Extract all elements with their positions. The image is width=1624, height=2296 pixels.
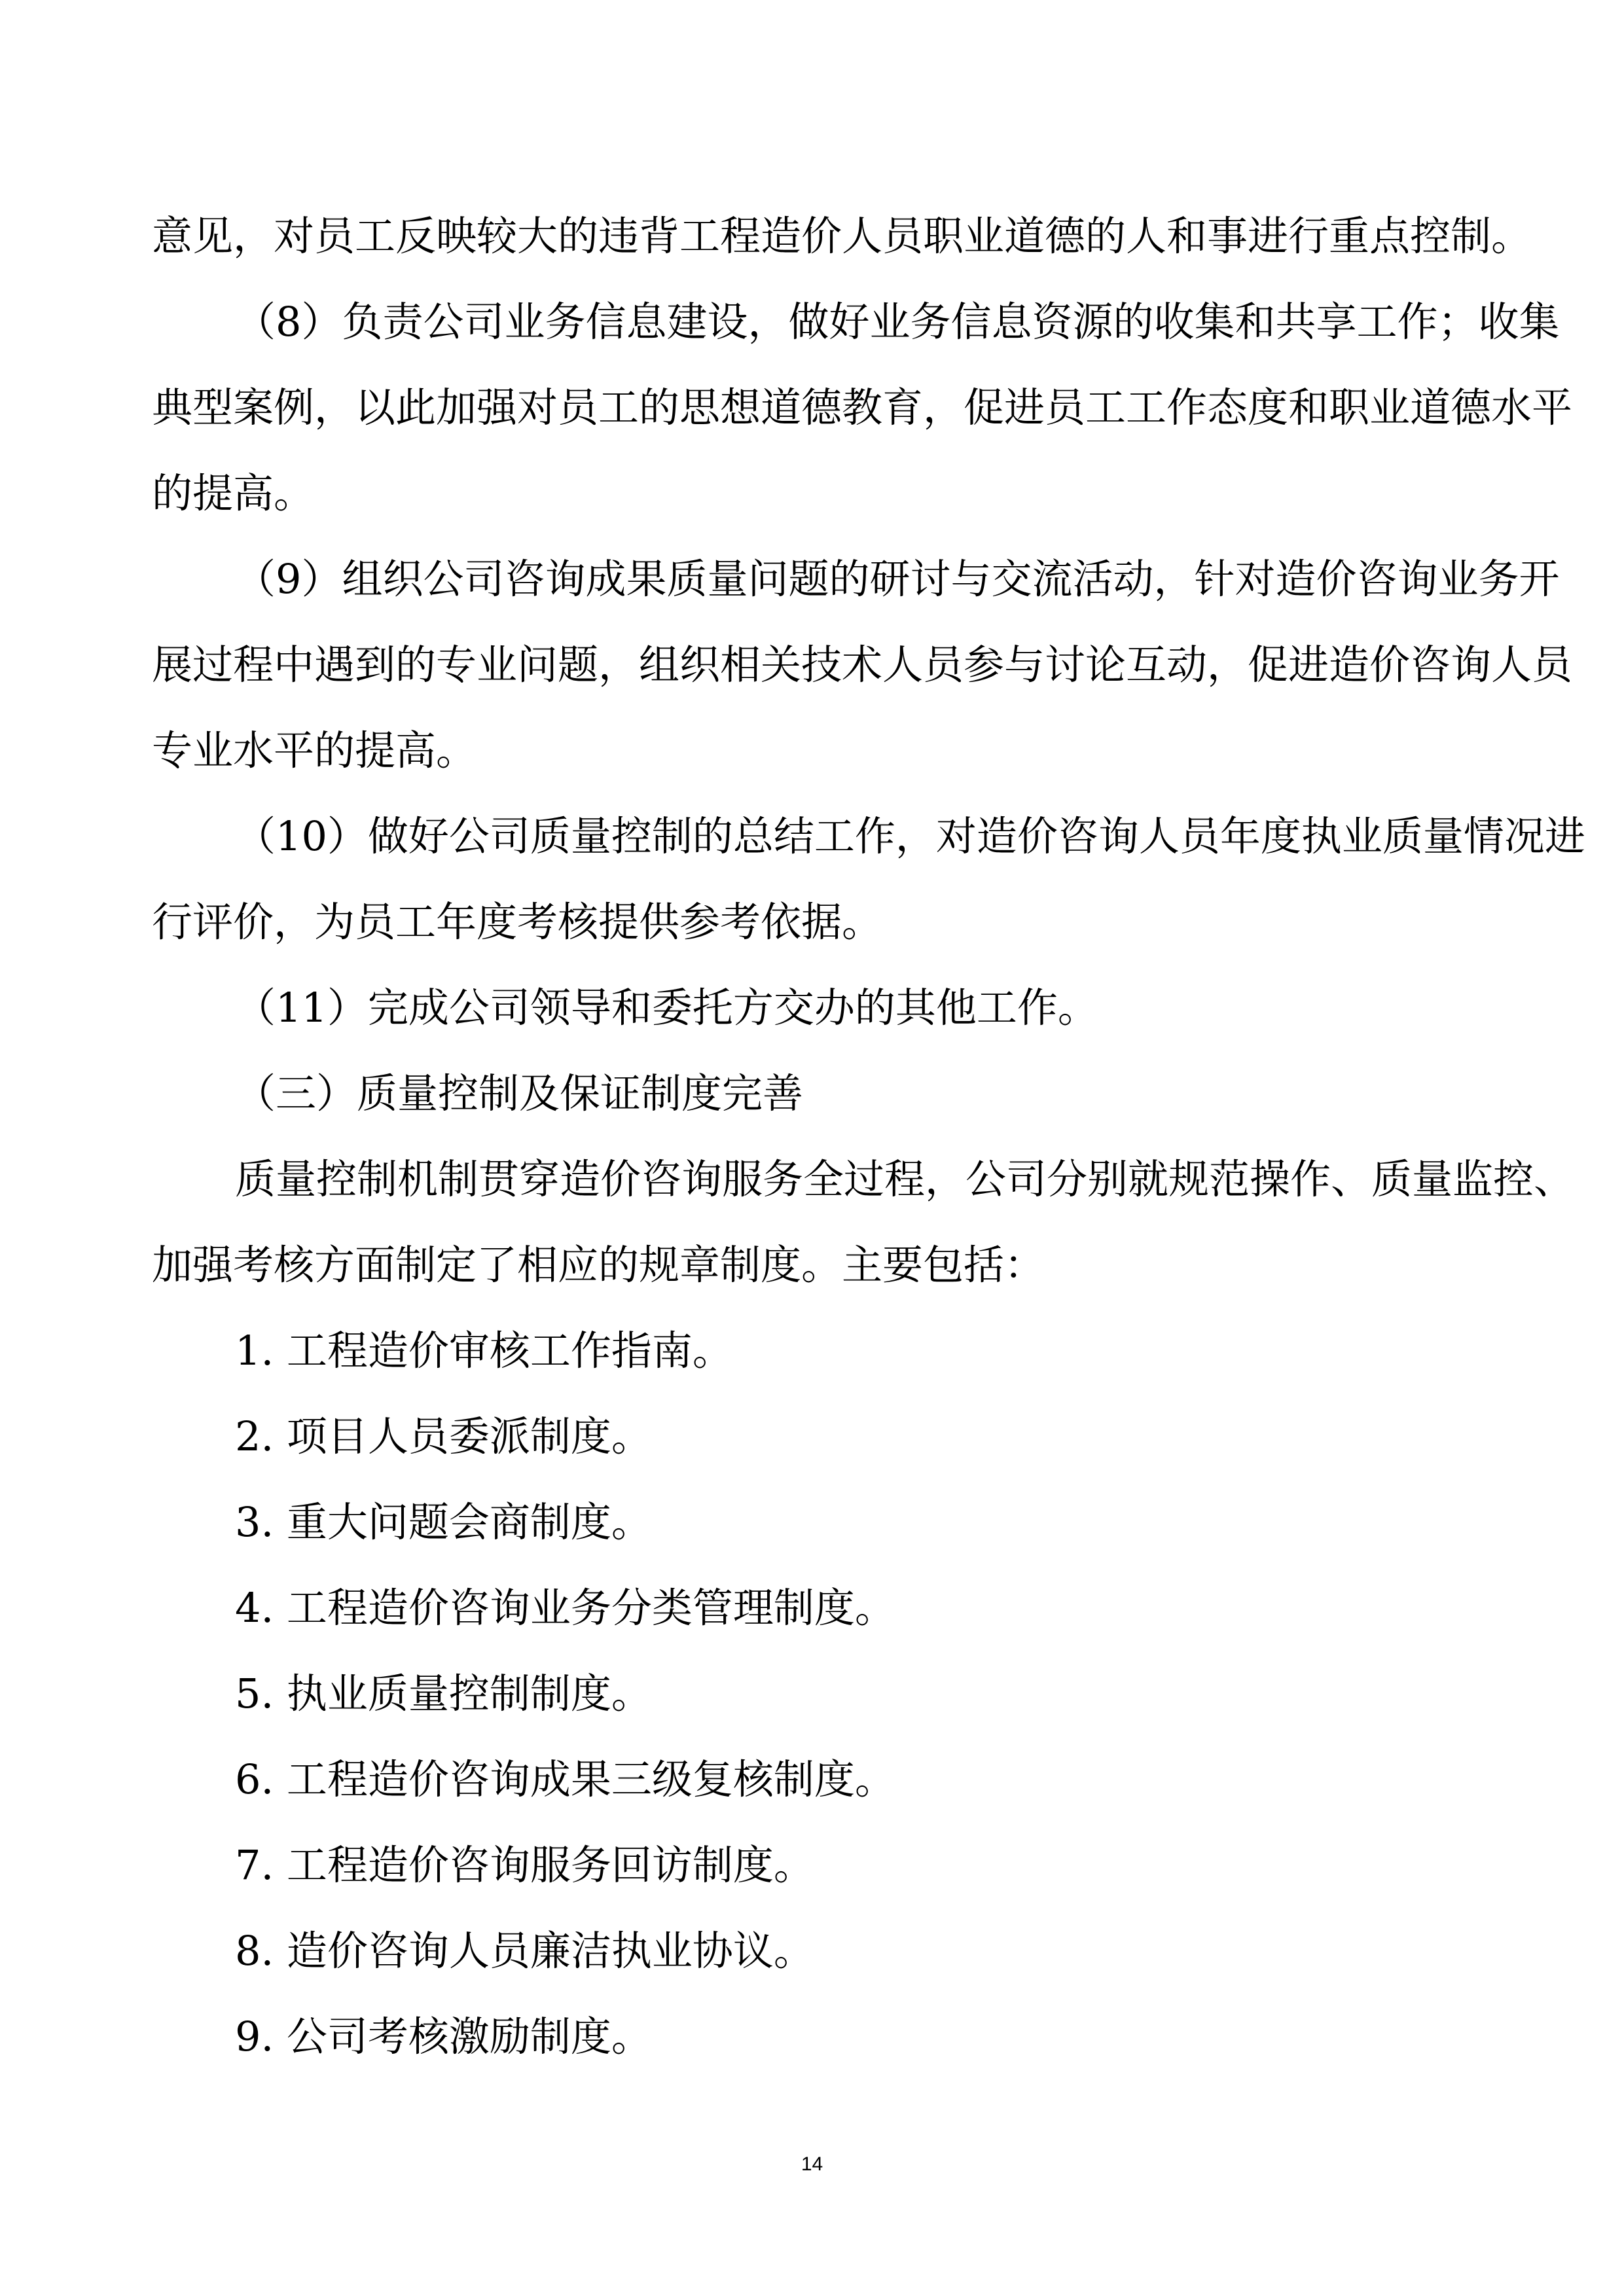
text-line: （11）完成公司领导和委托方交办的其他工作。 [235, 984, 1098, 1031]
text-line: 加强考核方面制定了相应的规章制度。主要包括： [152, 1241, 1045, 1289]
text-line: 8. 造价咨询人员廉洁执业协议。 [235, 1927, 814, 1975]
text-line: （9）组织公司咨询成果质量问题的研讨与交流活动，针对造价咨询业务开 [235, 555, 1560, 603]
text-line: 质量控制机制贯穿造价咨询服务全过程，公司分别就规范操作、质量监控、 [235, 1155, 1575, 1203]
text-line: 意见，对员工反映较大的违背工程造价人员职业道德的人和事进行重点控制。 [152, 212, 1532, 260]
text-line: （三）质量控制及保证制度完善 [235, 1069, 804, 1117]
text-line: 专业水平的提高。 [152, 726, 477, 774]
text-line: 2. 项目人员委派制度。 [235, 1412, 652, 1460]
text-line: 典型案例，以此加强对员工的思想道德教育，促进员工工作态度和职业道德水平 [152, 384, 1573, 431]
text-line: 5. 执业质量控制制度。 [235, 1670, 652, 1717]
text-line: 7. 工程造价咨询服务回访制度。 [235, 1841, 814, 1889]
text-line: 的提高。 [152, 469, 315, 517]
text-line: 6. 工程造价咨询成果三级复核制度。 [235, 1755, 895, 1803]
text-line: 9. 公司考核激励制度。 [235, 2013, 652, 2060]
text-line: 展过程中遇到的专业问题，组织相关技术人员参与讨论互动，促进造价咨询人员 [152, 641, 1573, 689]
text-line: 1. 工程造价审核工作指南。 [235, 1327, 733, 1374]
text-line: 4. 工程造价咨询业务分类管理制度。 [235, 1584, 895, 1632]
text-line: （10）做好公司质量控制的总结工作，对造价咨询人员年度执业质量情况进 [235, 812, 1585, 860]
page-number: 14 [801, 2153, 823, 2175]
text-line: 行评价，为员工年度考核提供参考依据。 [152, 898, 883, 946]
text-line: 3. 重大问题会商制度。 [235, 1498, 652, 1546]
text-line: （8）负责公司业务信息建设，做好业务信息资源的收集和共享工作；收集 [235, 298, 1560, 346]
